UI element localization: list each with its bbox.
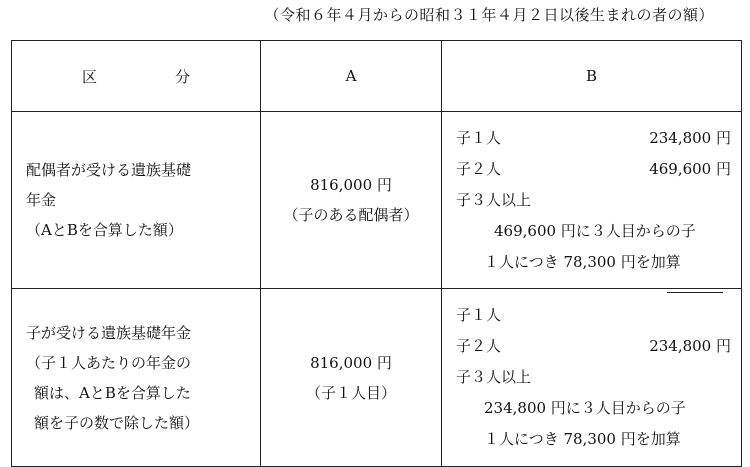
row1-b-child3-label: 子３人以上 bbox=[456, 190, 532, 209]
row1-b-child3 bbox=[456, 185, 731, 216]
row2-b bbox=[442, 289, 742, 467]
row1-b-child2 bbox=[456, 154, 731, 185]
row2-b-child3-line2: １人につき 78,300 円を加算 bbox=[484, 430, 681, 448]
header-category-b: 分 bbox=[174, 67, 190, 86]
row2-b-child3-line1: 234,800 円に３人目からの子 bbox=[484, 399, 686, 417]
row2-b-child1-label: 子１人 bbox=[456, 306, 502, 324]
header-row bbox=[12, 41, 742, 112]
row1-b-child2-label: 子２人 bbox=[456, 159, 502, 178]
row2-b-child3 bbox=[456, 362, 731, 393]
row2-label-line: 額を子の数で除した額） bbox=[34, 413, 200, 432]
header-category-a: 区 bbox=[82, 67, 98, 86]
row1-b-child3-line1: 469,600 円に３人目からの子 bbox=[494, 221, 696, 240]
row2-b-child2-label: 子２人 bbox=[456, 337, 502, 355]
row2-b-child2-value: 234,800 円 bbox=[649, 337, 731, 355]
row1-a-amount: 816,000 円 bbox=[310, 176, 392, 194]
row2-label bbox=[12, 289, 261, 467]
table-row-spouse bbox=[12, 112, 742, 289]
row1-b-child1-label: 子１人 bbox=[456, 128, 502, 147]
row1-a-note: （子のある配偶者） bbox=[283, 206, 419, 224]
row1-b-child3-line2: １人につき 78,300 円を加算 bbox=[484, 252, 681, 271]
row1-b-child1 bbox=[456, 123, 731, 154]
header-a: A bbox=[261, 41, 442, 112]
table-note: （令和６年４月からの昭和３１年４月２日以後生まれの者の額） bbox=[264, 6, 714, 24]
row2-a bbox=[261, 289, 442, 467]
row1-a bbox=[261, 112, 442, 289]
row1-label-line: 年金 bbox=[26, 191, 57, 209]
row2-b-child2 bbox=[456, 331, 731, 362]
row1-b-child2-value: 469,600 円 bbox=[649, 159, 731, 178]
row1-label-line: （AとBを合算した額） bbox=[26, 221, 183, 239]
header-category bbox=[12, 41, 261, 112]
row2-a-note: （子１人目） bbox=[305, 383, 396, 402]
pension-table bbox=[11, 40, 742, 467]
row2-a-amount: 816,000 円 bbox=[310, 353, 392, 372]
row1-label bbox=[12, 112, 261, 289]
row2-label-line: 子が受ける遺族基礎年金 bbox=[26, 323, 192, 342]
row1-b bbox=[442, 112, 742, 289]
row2-label-line: （子１人あたりの年金の bbox=[26, 353, 192, 372]
row1-b-child1-value: 234,800 円 bbox=[649, 128, 731, 147]
row2-label-line: 額は、AとBを合算した bbox=[34, 383, 191, 402]
row1-label-line: 配偶者が受ける遺族基礎 bbox=[26, 161, 192, 179]
table-row-child bbox=[12, 289, 742, 467]
row2-b-child3-label: 子３人以上 bbox=[456, 368, 532, 386]
row2-b-child1 bbox=[456, 300, 731, 331]
row2-b-child1-dash bbox=[667, 292, 723, 331]
header-b: B bbox=[442, 41, 742, 112]
